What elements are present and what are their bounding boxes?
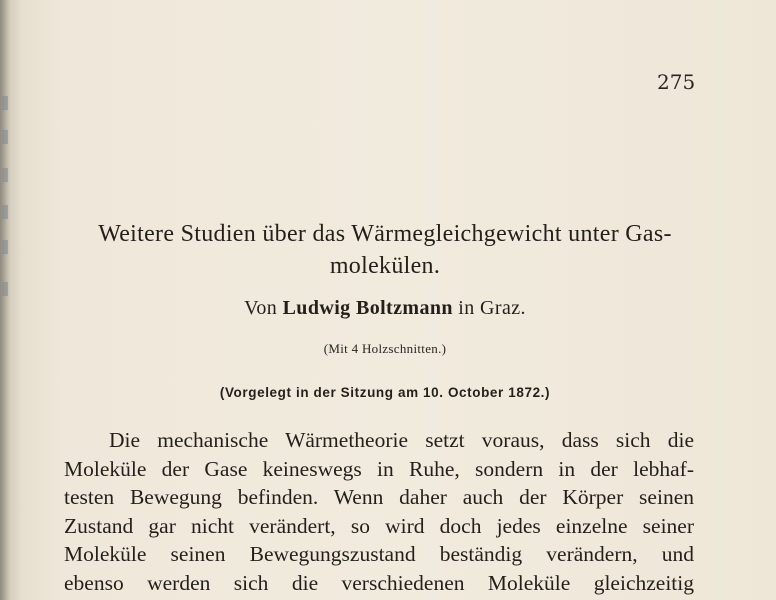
presented-note: (Vorgelegt in der Sitzung am 10. October 1872.) — [219, 385, 551, 400]
body-line: Zustand gar nicht verändert, so wird doch jedes einzelne seiner — [64, 513, 694, 538]
body-paragraph — [64, 426, 694, 597]
body-line: Moleküle seinen Bewegungszustand beständig verändern, und — [64, 542, 694, 566]
binding-stitch-mark — [2, 205, 8, 219]
page-number: 275 — [657, 70, 696, 94]
body-line: testen Bewegung befinden. Wenn daher auch der Körper seinen — [64, 485, 694, 509]
article-title-line-1: Weitere Studien über das Wärmegleichgewicht unter Gas- — [98, 221, 672, 247]
binding-stitch-mark — [2, 282, 8, 296]
woodcuts-note: (Mit 4 Holzschnitten.) — [323, 341, 447, 356]
article-title-line-2: molekülen. — [329, 253, 441, 279]
binding-stitch-mark — [2, 96, 8, 110]
binding-stitch-mark — [2, 168, 8, 182]
binding-stitch-mark — [2, 240, 8, 254]
body-line: Moleküle der Gase keineswegs in Ruhe, sondern in der lebhaf- — [64, 456, 694, 481]
book-binding-edge — [0, 0, 12, 600]
binding-stitch-mark — [2, 130, 8, 144]
body-line: Die mechanische Wärmetheorie setzt voraus, dass sich die — [109, 428, 694, 452]
byline-suffix: in Graz. — [458, 297, 526, 319]
byline-prefix: Von — [244, 297, 278, 319]
author-name: Ludwig Boltzmann — [282, 297, 453, 319]
author-byline — [70, 297, 700, 320]
article-title — [70, 218, 700, 282]
body-line: ebenso werden sich die verschiedenen Moleküle gleichzeitig — [64, 570, 694, 595]
